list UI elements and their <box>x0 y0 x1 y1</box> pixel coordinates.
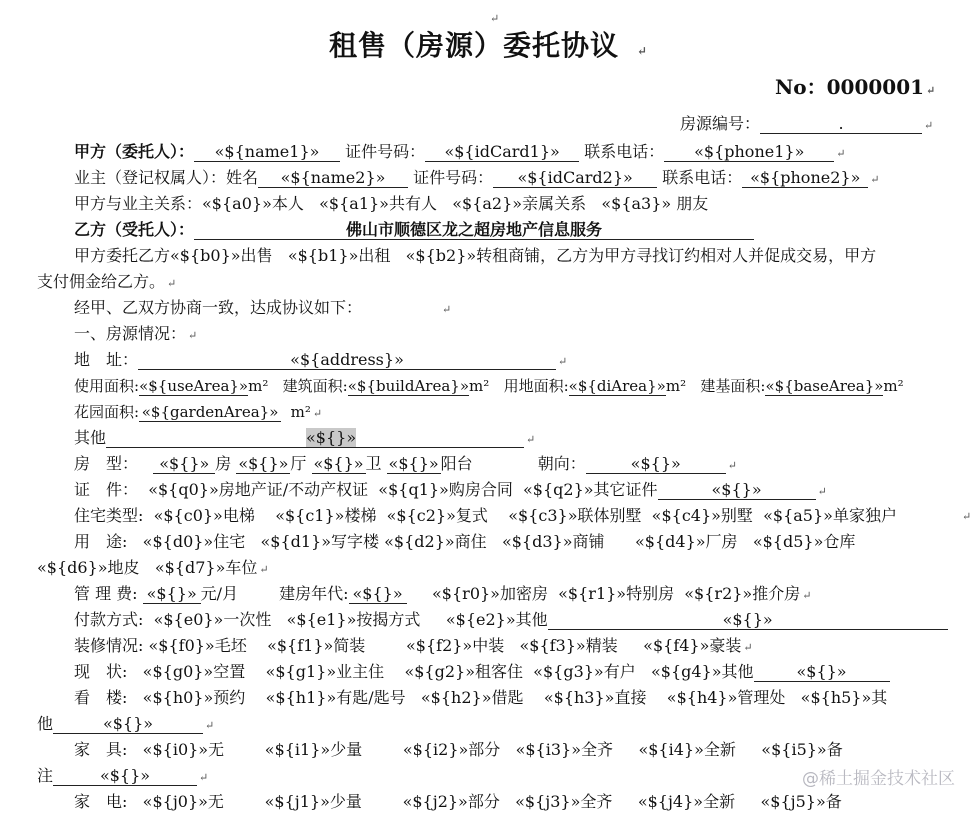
area-unit: m² <box>665 377 687 395</box>
management-fee-unit: 元/月 <box>200 584 239 603</box>
owner-id-field[interactable]: «${idCard2}» <box>493 169 657 188</box>
paragraph-mark-icon: ↵ <box>490 12 500 25</box>
paragraph-mark-icon: ↵ <box>802 589 812 602</box>
status-other-field[interactable]: «${}» <box>754 663 890 682</box>
decoration-option-bare[interactable]: «${f0}»毛坯 <box>148 636 247 655</box>
agreement-intro-text: 经甲、乙双方协商一致，达成协议如下： <box>74 298 363 317</box>
build-area-label: 建筑面积: <box>282 377 348 395</box>
land-area-field[interactable]: «${diArea}» <box>568 377 666 395</box>
appliance-option-none[interactable]: «${j0}»无 <box>142 792 224 811</box>
paragraph-mark-icon: ↵ <box>817 485 827 498</box>
status-option-owner[interactable]: «${g1}»业主住 <box>265 662 385 681</box>
usage-option-residential[interactable]: «${d0}»住宅 <box>142 532 246 551</box>
usage-label: 用 途: <box>74 532 128 551</box>
appliance-option-partial[interactable]: «${j2}»部分 <box>402 792 500 811</box>
listing-option-encrypted[interactable]: «${r0}»加密房 <box>432 584 548 603</box>
party-a-row <box>74 142 845 164</box>
management-fee-label: 管 理 费: <box>74 584 138 603</box>
payment-other-field[interactable]: «${}» <box>548 611 948 630</box>
party-a-label: 甲方（委托人）： <box>74 142 195 161</box>
relation-row <box>74 194 708 216</box>
room-unit: 房 <box>215 454 232 473</box>
area-unit: m² <box>248 377 269 395</box>
furniture-option-complete[interactable]: «${i3}»全齐 <box>515 740 613 759</box>
furniture-option-remark[interactable]: «${i5}»备 <box>761 740 843 759</box>
appliance-option-few[interactable]: «${j1}»少量 <box>264 792 362 811</box>
furniture-remark-field[interactable]: «${}» <box>53 767 197 786</box>
status-option-household[interactable]: «${g3}»有户 <box>533 662 636 681</box>
orientation-label: 朝向： <box>537 454 586 473</box>
payment-label: 付款方式: <box>74 610 144 629</box>
paragraph-mark-icon: ↵ <box>727 459 737 472</box>
watermark: @稀土掘金技术社区 <box>802 769 955 789</box>
paragraph-mark-icon: ↵ <box>962 510 972 523</box>
residence-type-label: 住宅类型: <box>74 506 144 525</box>
certificate-label: 证 件： <box>74 480 139 499</box>
paragraph-mark-icon: ↵ <box>205 719 215 732</box>
other-row <box>74 428 535 450</box>
owner-name-field[interactable]: «${name2}» <box>258 169 408 188</box>
document-number <box>775 74 935 104</box>
certificate-option-other[interactable]: «${q2}»其它证件 <box>523 480 658 499</box>
decoration-option-simple[interactable]: «${f1}»简装 <box>267 636 366 655</box>
paragraph-mark-icon: ↵ <box>188 329 198 342</box>
viewing-label: 看 楼: <box>74 688 128 707</box>
title-text: 租售（房源）委托协议 <box>328 29 619 62</box>
usage-option-land[interactable]: «${d6}»地皮 <box>37 558 140 577</box>
viewing-row-2 <box>37 714 214 736</box>
build-area-field[interactable]: «${buildArea}» <box>347 377 470 395</box>
area-unit: m² <box>290 403 311 421</box>
relation-option-friend[interactable]: «${a3}» 朋友 <box>601 194 709 213</box>
viewing-option-borrow-key[interactable]: «${h2}»借匙 <box>420 688 524 707</box>
management-fee-field[interactable]: «${}» <box>143 585 201 604</box>
build-year-label: 建房年代: <box>279 584 349 603</box>
management-fee-row <box>74 584 811 606</box>
usage-option-commercial-residential[interactable]: «${d2}»商住 <box>384 532 487 551</box>
furniture-row-2 <box>37 766 208 788</box>
usage-option-factory[interactable]: «${d4}»厂房 <box>635 532 738 551</box>
address-row <box>74 350 567 372</box>
payment-option-mortgage[interactable]: «${e1}»按揭方式 <box>286 610 421 629</box>
balcony-count-field[interactable]: «${}» <box>388 454 439 473</box>
area-unit: m² <box>469 377 490 395</box>
party-a-id-field[interactable]: «${idCard1}» <box>425 143 579 162</box>
payment-option-other[interactable]: «${e2}»其他 <box>445 610 548 629</box>
viewing-other-field[interactable]: «${}» <box>53 715 203 734</box>
bath-count-field[interactable]: «${}» <box>313 454 364 473</box>
appliance-row <box>74 792 842 814</box>
garden-area-row <box>74 402 322 424</box>
paragraph-mark-icon: ↵ <box>558 355 568 368</box>
decoration-option-medium[interactable]: «${f2}»中装 <box>406 636 505 655</box>
viewing-option-direct[interactable]: «${h3}»直接 <box>543 688 647 707</box>
viewing-option-appointment[interactable]: «${h0}»预约 <box>142 688 246 707</box>
relation-option-coowner[interactable]: «${a1}»共有人 <box>319 194 437 213</box>
relation-option-relative[interactable]: «${a2}»亲属关系 <box>452 194 587 213</box>
party-a-phone-label: 联系电话： <box>584 142 665 161</box>
listing-no-field[interactable]: . <box>760 115 922 134</box>
listing-no-row <box>680 114 933 136</box>
owner-label: 业主（登记权属人）：姓名 <box>74 168 259 187</box>
agreement-intro <box>74 298 451 320</box>
residence-option-townhouse[interactable]: «${c3}»联体别墅 <box>508 506 642 525</box>
other-value-selected[interactable]: «${}» <box>306 428 357 447</box>
paragraph-mark-icon: ↵ <box>526 433 536 446</box>
area-unit: m² <box>883 377 904 395</box>
section-1-heading <box>74 324 197 346</box>
land-area-label: 用地面积: <box>503 377 569 395</box>
residence-option-elevator[interactable]: «${c0}»电梯 <box>153 506 255 525</box>
garden-area-field[interactable]: «${gardenArea}» <box>139 403 281 422</box>
usage-row <box>74 532 855 554</box>
furniture-remark-text: 注 <box>37 766 54 785</box>
paragraph-mark-icon: ↵ <box>442 303 452 316</box>
orientation-field[interactable]: «${}» <box>586 455 726 474</box>
appliance-option-remark[interactable]: «${j5}»备 <box>760 792 842 811</box>
garden-area-label: 花园面积: <box>74 403 140 421</box>
viewing-option-management[interactable]: «${h4}»管理处 <box>666 688 786 707</box>
status-label: 现 状: <box>74 662 128 681</box>
furniture-option-partial[interactable]: «${i2}»部分 <box>402 740 501 759</box>
house-type-row <box>74 454 737 476</box>
party-b-row <box>74 220 754 242</box>
entrust-sell-option[interactable]: 甲方委托乙方«${b0}»出售 <box>74 246 273 265</box>
decoration-option-fine[interactable]: «${f3}»精装 <box>519 636 618 655</box>
other-field[interactable] <box>106 429 524 448</box>
residence-option-duplex[interactable]: «${c2}»复式 <box>386 506 488 525</box>
base-area-label: 建基面积: <box>700 377 766 395</box>
owner-phone-label: 联系电话： <box>662 168 743 187</box>
entrust-row-1 <box>74 246 876 268</box>
owner-id-label: 证件号码： <box>413 168 494 187</box>
entrust-row-2 <box>37 272 176 294</box>
usage-option-warehouse[interactable]: «${d5}»仓库 <box>752 532 856 551</box>
decoration-row <box>74 636 753 658</box>
paragraph-mark-icon: ↵ <box>926 84 936 97</box>
relation-option-self[interactable]: «${a0}»本人 <box>202 194 304 213</box>
residence-option-detached[interactable]: «${a5}»单家独户 <box>763 506 897 525</box>
area-row <box>74 376 904 398</box>
owner-row <box>74 168 879 190</box>
viewing-row <box>74 688 887 710</box>
appliance-option-new[interactable]: «${j4}»全新 <box>637 792 736 811</box>
party-a-phone-field[interactable]: «${phone1}» <box>664 143 834 162</box>
residence-type-row <box>74 506 897 528</box>
base-area-field[interactable]: «${baseArea}» <box>765 377 884 395</box>
use-area-field[interactable]: «${useArea}» <box>139 377 249 395</box>
usage-row-2 <box>37 558 269 580</box>
paragraph-mark-icon: ↵ <box>312 407 323 420</box>
status-option-other[interactable]: «${g4}»其他 <box>650 662 754 681</box>
appliance-option-complete[interactable]: «${j3}»全齐 <box>515 792 613 811</box>
relation-label: 甲方与业主关系： <box>74 194 203 213</box>
furniture-option-none[interactable]: «${i0}»无 <box>142 740 225 759</box>
certificate-row <box>74 480 827 502</box>
house-type-label: 房 型： <box>74 454 139 473</box>
entrust-rent-option[interactable]: «${b1}»出租 <box>287 246 391 265</box>
party-a-id-label: 证件号码： <box>345 142 426 161</box>
certificate-other-field[interactable]: «${}» <box>658 481 816 500</box>
paragraph-mark-icon: ↵ <box>167 277 177 290</box>
residence-option-stairs[interactable]: «${c1}»楼梯 <box>275 506 377 525</box>
viewing-option-other[interactable]: «${h5}»其 <box>800 688 888 707</box>
entrust-commission-text: 支付佣金给乙方。 <box>37 272 166 291</box>
viewing-other-text: 他 <box>37 714 54 733</box>
paragraph-mark-icon: ↵ <box>836 147 846 160</box>
paragraph-mark-icon: ↵ <box>636 44 649 58</box>
paragraph-mark-icon: ↵ <box>924 119 934 132</box>
status-row <box>74 662 890 684</box>
party-b-label: 乙方（受托人）： <box>74 220 195 239</box>
room-count-field[interactable]: «${}» <box>153 455 215 474</box>
address-label: 地 址： <box>74 350 139 369</box>
party-a-name-field[interactable]: «${name1}» <box>194 143 340 162</box>
certificate-option-deed[interactable]: «${q0}»房地产证/不动产权证 <box>148 480 369 499</box>
section-1-text: 一、房源情况： <box>74 324 187 343</box>
paragraph-mark-icon: ↵ <box>199 771 209 784</box>
build-year-field[interactable]: «${}» <box>349 585 407 604</box>
hall-count-field[interactable]: «${}» <box>238 454 289 473</box>
certificate-option-contract[interactable]: «${q1}»购房合同 <box>378 480 513 499</box>
listing-option-special[interactable]: «${r1}»特别房 <box>558 584 675 603</box>
payment-option-lump-sum[interactable]: «${e0}»一次性 <box>153 610 272 629</box>
status-option-tenant[interactable]: «${g2}»租客住 <box>404 662 523 681</box>
usage-option-office[interactable]: «${d1}»写字楼 <box>260 532 380 551</box>
furniture-option-few[interactable]: «${i1}»少量 <box>264 740 363 759</box>
document-title <box>0 28 977 69</box>
furniture-row <box>74 740 843 762</box>
other-label: 其他 <box>74 428 107 447</box>
paragraph-mark-icon: ↵ <box>870 173 880 186</box>
furniture-label: 家 具: <box>74 740 128 759</box>
listing-no-label: 房源编号： <box>680 114 761 133</box>
status-option-vacant[interactable]: «${g0}»空置 <box>142 662 246 681</box>
usage-option-parking[interactable]: «${d7}»车位 <box>154 558 258 577</box>
balcony-unit: 阳台 <box>440 454 473 473</box>
hall-unit: 厅 <box>290 454 307 473</box>
entrust-sublease-text[interactable]: «${b2}»转租商铺，乙方为甲方寻找订约相对人并促成交易，甲方 <box>405 246 877 265</box>
address-field[interactable]: «${address}» <box>138 351 556 370</box>
paragraph-mark-icon: ↵ <box>743 641 753 654</box>
paragraph-mark-icon: ↵ <box>259 563 269 576</box>
furniture-option-new[interactable]: «${i4}»全新 <box>638 740 736 759</box>
owner-phone-field[interactable]: «${phone2}» <box>742 169 868 188</box>
decoration-option-luxury[interactable]: «${f4}»豪装 <box>643 636 742 655</box>
use-area-label: 使用面积: <box>74 377 140 395</box>
usage-option-shop[interactable]: «${d3}»商铺 <box>501 532 605 551</box>
document-number-text: No：0000001 <box>775 75 925 99</box>
viewing-option-key[interactable]: «${h1}»有匙/匙号 <box>265 688 406 707</box>
payment-row <box>74 610 948 632</box>
appliance-label: 家 电: <box>74 792 128 811</box>
residence-option-villa[interactable]: «${c4}»别墅 <box>651 506 753 525</box>
bath-unit: 卫 <box>365 454 382 473</box>
decoration-label: 装修情况: <box>74 636 144 655</box>
party-b-name-field[interactable]: 佛山市顺德区龙之超房地产信息服务 <box>194 221 754 240</box>
listing-option-recommended[interactable]: «${r2}»推介房 <box>684 584 801 603</box>
